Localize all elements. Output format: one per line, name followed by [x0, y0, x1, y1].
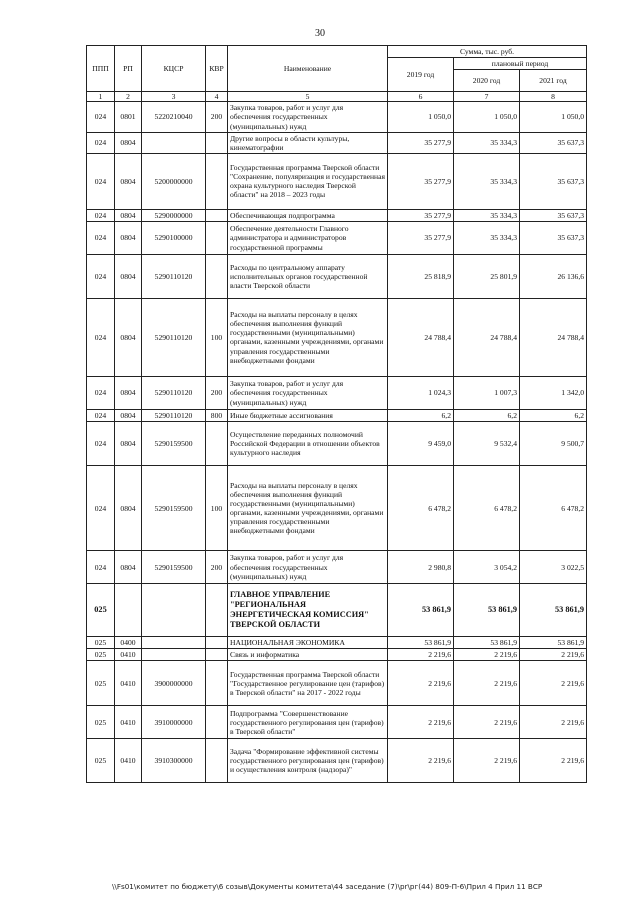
row-value-2019: 53 861,9	[388, 584, 454, 637]
column-number: 8	[520, 92, 587, 102]
row-kcsr: 5290159500	[142, 551, 206, 584]
column-number: 6	[388, 92, 454, 102]
row-value-2021: 2 219,6	[520, 649, 587, 661]
row-kcsr: 5290100000	[142, 221, 206, 254]
row-value-2020: 2 219,6	[454, 706, 520, 739]
row-value-2019: 9 459,0	[388, 422, 454, 466]
row-value-2020: 24 788,4	[454, 298, 520, 376]
row-value-2019: 6,2	[388, 409, 454, 421]
row-kvr: 800	[206, 409, 228, 421]
table-row	[87, 153, 587, 209]
row-value-2021: 53 861,9	[520, 584, 587, 637]
row-kcsr	[142, 637, 206, 649]
table-row	[87, 649, 587, 661]
header-sum: Сумма, тыс. руб.	[388, 46, 587, 58]
row-kvr	[206, 209, 228, 221]
row-rp: 0410	[115, 661, 142, 706]
row-kvr	[206, 132, 228, 153]
row-name: Задача "Формирование эффективной системы государственного регулирования цен (тарифов) и осуществления контроля (надзора)"	[228, 739, 388, 783]
row-value-2021: 35 637,3	[520, 132, 587, 153]
row-value-2020: 6,2	[454, 409, 520, 421]
row-rp: 0804	[115, 254, 142, 298]
row-value-2020: 2 219,6	[454, 739, 520, 783]
column-number: 4	[206, 92, 228, 102]
table-row	[87, 376, 587, 409]
row-ppp: 024	[87, 376, 115, 409]
row-kvr: 200	[206, 102, 228, 132]
row-value-2019: 35 277,9	[388, 221, 454, 254]
row-value-2020: 53 861,9	[454, 637, 520, 649]
row-value-2019: 2 219,6	[388, 739, 454, 783]
table-row	[87, 221, 587, 254]
row-ppp: 024	[87, 551, 115, 584]
table-row	[87, 209, 587, 221]
row-name: Закупка товаров, работ и услуг для обеспечения государственных (муниципальных) нужд	[228, 551, 388, 584]
row-rp: 0804	[115, 422, 142, 466]
header-2020: 2020 год	[454, 70, 520, 92]
row-name: Закупка товаров, работ и услуг для обеспечения государственных (муниципальных) нужд	[228, 376, 388, 409]
row-name: Обеспечивающая подпрограмма	[228, 209, 388, 221]
row-value-2019: 25 818,9	[388, 254, 454, 298]
row-kvr	[206, 422, 228, 466]
table-row	[87, 661, 587, 706]
column-number: 2	[115, 92, 142, 102]
row-kvr	[206, 739, 228, 783]
row-value-2019: 1 024,3	[388, 376, 454, 409]
row-value-2019: 35 277,9	[388, 132, 454, 153]
row-value-2021: 3 022,5	[520, 551, 587, 584]
row-kcsr: 5200000000	[142, 153, 206, 209]
table-row	[87, 637, 587, 649]
row-value-2019: 2 219,6	[388, 706, 454, 739]
table-row	[87, 739, 587, 783]
row-name: Государственная программа Тверской области "Сохранение, популяризация и государственная охрана культурного наследия Тверской области" на 2018 – 2023 годы	[228, 153, 388, 209]
row-value-2020: 1 050,0	[454, 102, 520, 132]
table-row	[87, 551, 587, 584]
row-kcsr: 5220210040	[142, 102, 206, 132]
row-kcsr	[142, 649, 206, 661]
row-value-2021: 35 637,3	[520, 221, 587, 254]
row-name: Связь и информатика	[228, 649, 388, 661]
row-rp: 0804	[115, 132, 142, 153]
row-kcsr	[142, 132, 206, 153]
row-ppp: 024	[87, 132, 115, 153]
row-value-2021: 2 219,6	[520, 661, 587, 706]
header-kcsr: КЦСР	[142, 46, 206, 92]
table-row	[87, 298, 587, 376]
row-kcsr: 5290110120	[142, 254, 206, 298]
row-kcsr: 5290110120	[142, 376, 206, 409]
row-kvr	[206, 706, 228, 739]
row-value-2019: 35 277,9	[388, 209, 454, 221]
row-value-2020: 1 007,3	[454, 376, 520, 409]
row-rp: 0804	[115, 409, 142, 421]
header-kvr: КВР	[206, 46, 228, 92]
header-name: Наименование	[228, 46, 388, 92]
row-kvr	[206, 221, 228, 254]
row-name: Государственная программа Тверской области "Государственное регулирование цен (тарифов) в Тверской области" на 2017 - 2022 годы	[228, 661, 388, 706]
row-value-2021: 26 136,6	[520, 254, 587, 298]
row-name: Иные бюджетные ассигнования	[228, 409, 388, 421]
row-value-2019: 53 861,9	[388, 637, 454, 649]
row-ppp: 024	[87, 209, 115, 221]
row-ppp: 025	[87, 584, 115, 637]
row-rp: 0804	[115, 209, 142, 221]
row-kcsr: 5290159500	[142, 466, 206, 551]
row-value-2019: 1 050,0	[388, 102, 454, 132]
row-rp: 0804	[115, 221, 142, 254]
row-kvr	[206, 254, 228, 298]
row-ppp: 024	[87, 422, 115, 466]
row-name: Закупка товаров, работ и услуг для обеспечения государственных (муниципальных) нужд	[228, 102, 388, 132]
file-path-footer: \\Fs01\комитет по бюджету\6 созыв\Документы комитета\44 заседание (7)\pr\рг(44) 809-П-6\Прил 4 Прил 11 ВСР	[112, 882, 543, 891]
row-kvr: 100	[206, 298, 228, 376]
row-kvr	[206, 584, 228, 637]
row-ppp: 025	[87, 706, 115, 739]
row-rp: 0410	[115, 739, 142, 783]
row-ppp: 024	[87, 466, 115, 551]
row-value-2021: 2 219,6	[520, 706, 587, 739]
row-name: ГЛАВНОЕ УПРАВЛЕНИЕ "РЕГИОНАЛЬНАЯ ЭНЕРГЕТИЧЕСКАЯ КОМИССИЯ" ТВЕРСКОЙ ОБЛАСТИ	[228, 584, 388, 637]
page-number: 30	[315, 28, 325, 39]
row-ppp: 025	[87, 637, 115, 649]
table-row	[87, 409, 587, 421]
row-name: Обеспечение деятельности Главного администратора и администраторов государственной программы	[228, 221, 388, 254]
row-value-2020: 3 054,2	[454, 551, 520, 584]
row-rp: 0804	[115, 466, 142, 551]
row-value-2020: 6 478,2	[454, 466, 520, 551]
table-body	[87, 92, 587, 783]
column-number: 7	[454, 92, 520, 102]
row-value-2019: 6 478,2	[388, 466, 454, 551]
row-ppp: 024	[87, 409, 115, 421]
row-name: Другие вопросы в области культуры, кинематографии	[228, 132, 388, 153]
row-ppp: 025	[87, 649, 115, 661]
row-kcsr: 3910000000	[142, 706, 206, 739]
row-value-2020: 35 334,3	[454, 132, 520, 153]
row-name: Расходы на выплаты персоналу в целях обеспечения выполнения функций государственными (муниципальными) органами, казенными учреждениями, органами управления государственными внебюджетными фондами	[228, 298, 388, 376]
row-value-2021: 2 219,6	[520, 739, 587, 783]
row-ppp: 024	[87, 221, 115, 254]
row-name: Расходы по центральному аппарату исполнительных органов государственной власти Тверской области	[228, 254, 388, 298]
row-kcsr: 5290110120	[142, 298, 206, 376]
row-rp: 0804	[115, 376, 142, 409]
row-value-2021: 53 861,9	[520, 637, 587, 649]
row-value-2019: 2 219,6	[388, 649, 454, 661]
row-value-2020: 35 334,3	[454, 209, 520, 221]
row-value-2021: 6 478,2	[520, 466, 587, 551]
row-kcsr: 5290000000	[142, 209, 206, 221]
row-kcsr: 5290159500	[142, 422, 206, 466]
table-row	[87, 584, 587, 637]
header-2021: 2021 год	[520, 70, 587, 92]
table-row	[87, 102, 587, 132]
row-rp	[115, 584, 142, 637]
row-ppp: 024	[87, 254, 115, 298]
row-value-2020: 2 219,6	[454, 649, 520, 661]
row-ppp: 024	[87, 102, 115, 132]
row-value-2019: 24 788,4	[388, 298, 454, 376]
row-kvr: 200	[206, 376, 228, 409]
row-rp: 0410	[115, 649, 142, 661]
table-row	[87, 254, 587, 298]
column-number: 3	[142, 92, 206, 102]
row-kcsr: 5290110120	[142, 409, 206, 421]
table-row	[87, 706, 587, 739]
row-ppp: 024	[87, 298, 115, 376]
row-name: НАЦИОНАЛЬНАЯ ЭКОНОМИКА	[228, 637, 388, 649]
table-row	[87, 466, 587, 551]
row-value-2021: 9 500,7	[520, 422, 587, 466]
row-value-2020: 9 532,4	[454, 422, 520, 466]
row-kcsr: 3910300000	[142, 739, 206, 783]
column-number-row	[87, 92, 587, 102]
row-name: Подпрограмма "Совершенствование государственного регулирования цен (тарифов) в Тверской области"	[228, 706, 388, 739]
header-2019: 2019 год	[388, 58, 454, 92]
row-rp: 0804	[115, 551, 142, 584]
column-number: 5	[228, 92, 388, 102]
row-ppp: 025	[87, 661, 115, 706]
row-value-2019: 2 980,8	[388, 551, 454, 584]
row-value-2021: 6,2	[520, 409, 587, 421]
row-value-2020: 35 334,3	[454, 153, 520, 209]
row-value-2019: 35 277,9	[388, 153, 454, 209]
table-row	[87, 132, 587, 153]
row-value-2020: 2 219,6	[454, 661, 520, 706]
row-value-2020: 25 801,9	[454, 254, 520, 298]
row-value-2020: 53 861,9	[454, 584, 520, 637]
row-value-2021: 35 637,3	[520, 209, 587, 221]
header-plan-period: плановый период	[454, 58, 587, 70]
row-value-2020: 35 334,3	[454, 221, 520, 254]
row-kvr: 200	[206, 551, 228, 584]
row-value-2019: 2 219,6	[388, 661, 454, 706]
row-value-2021: 1 342,0	[520, 376, 587, 409]
column-number: 1	[87, 92, 115, 102]
header-rp: РП	[115, 46, 142, 92]
header-ppp: ППП	[87, 46, 115, 92]
row-kvr	[206, 649, 228, 661]
row-rp: 0410	[115, 706, 142, 739]
row-name: Осуществление переданных полномочий Российской Федерации в отношении объектов культурного наследия	[228, 422, 388, 466]
row-rp: 0804	[115, 153, 142, 209]
row-kvr	[206, 637, 228, 649]
row-value-2021: 35 637,3	[520, 153, 587, 209]
row-rp: 0801	[115, 102, 142, 132]
row-kcsr: 3900000000	[142, 661, 206, 706]
table-row	[87, 422, 587, 466]
row-ppp: 025	[87, 739, 115, 783]
row-rp: 0400	[115, 637, 142, 649]
budget-table	[86, 45, 587, 783]
row-rp: 0804	[115, 298, 142, 376]
row-name: Расходы на выплаты персоналу в целях обеспечения выполнения функций государственными (муниципальными) органами, казенными учреждениями, органами управления государственными внебюджетными фондами	[228, 466, 388, 551]
row-value-2021: 1 050,0	[520, 102, 587, 132]
row-kcsr	[142, 584, 206, 637]
row-kvr	[206, 661, 228, 706]
row-ppp: 024	[87, 153, 115, 209]
row-value-2021: 24 788,4	[520, 298, 587, 376]
row-kvr	[206, 153, 228, 209]
row-kvr: 100	[206, 466, 228, 551]
